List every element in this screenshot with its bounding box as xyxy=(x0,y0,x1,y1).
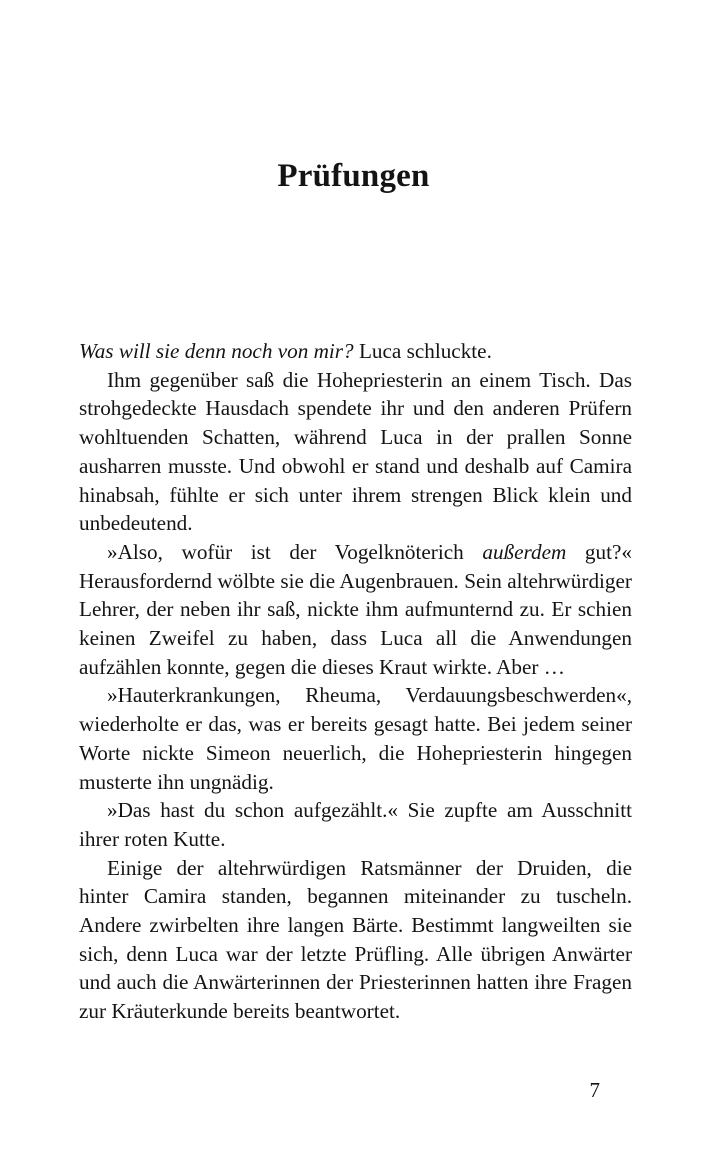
paragraph xyxy=(79,366,632,538)
body-text xyxy=(79,337,632,1026)
italic-text: außerdem xyxy=(482,539,567,564)
paragraph xyxy=(79,681,632,796)
paragraph xyxy=(79,854,632,1026)
text-segment: »Das hast du schon aufgezählt.« Sie zupfte am Ausschnitt ihrer roten Kutte. xyxy=(79,798,632,851)
text-segment: »Also, wofür ist der Vogelknöterich xyxy=(107,539,483,564)
paragraph xyxy=(79,796,632,853)
chapter-title: Prüfungen xyxy=(277,158,430,194)
text-segment: »Hauterkrankungen, Rheuma, Verdauungsbeschwerden«, wiederholte er das, was er bereits gesagt hatte. Bei jedem seiner Worte nickte Simeon neuerlich, die Hohepriesterin hingegen musterte ihn ungnädig. xyxy=(79,683,632,794)
italic-text: Was will sie denn noch von mir? xyxy=(79,339,354,363)
page-number: 7 xyxy=(589,1078,600,1102)
text-segment: Ihm gegenüber saß die Hohepriesterin an einem Tisch. Das strohgedeckte Hausdach spendete ihr und den anderen Prüfern wohltuenden Schatten, während Luca in der prallen Sonne ausharren musste. Und obwohl er stand und deshalb auf Camira hinabsah, fühlte er sich unter ihrem strengen Blick klein und unbedeutend. xyxy=(79,367,632,536)
paragraph xyxy=(79,337,632,366)
paragraph xyxy=(79,538,632,682)
text-segment: gut?« Herausfordernd wölbte sie die Augenbrauen. Sein altehrwürdiger Lehrer, der neben ihr saß, nickte ihm aufmunternd zu. Er schien keinen Zweifel zu haben, dass Luca all die Anwendungen aufzählen konnte, gegen die dieses Kraut wirkte. Aber … xyxy=(79,539,633,679)
text-segment: Luca schluckte. xyxy=(353,339,492,363)
text-segment: Einige der altehrwürdigen Ratsmänner der Druiden, die hinter Camira standen, begannen miteinander zu tuscheln. Andere zwirbelten ihre langen Bärte. Bestimmt langweilten sie sich, denn Luca war der letzte Prüfling. Alle übrigen Anwärter und auch die Anwärterinnen der Priesterinnen hatten ihre Fragen zur Kräuterkunde bereits beantwortet. xyxy=(79,855,632,1024)
